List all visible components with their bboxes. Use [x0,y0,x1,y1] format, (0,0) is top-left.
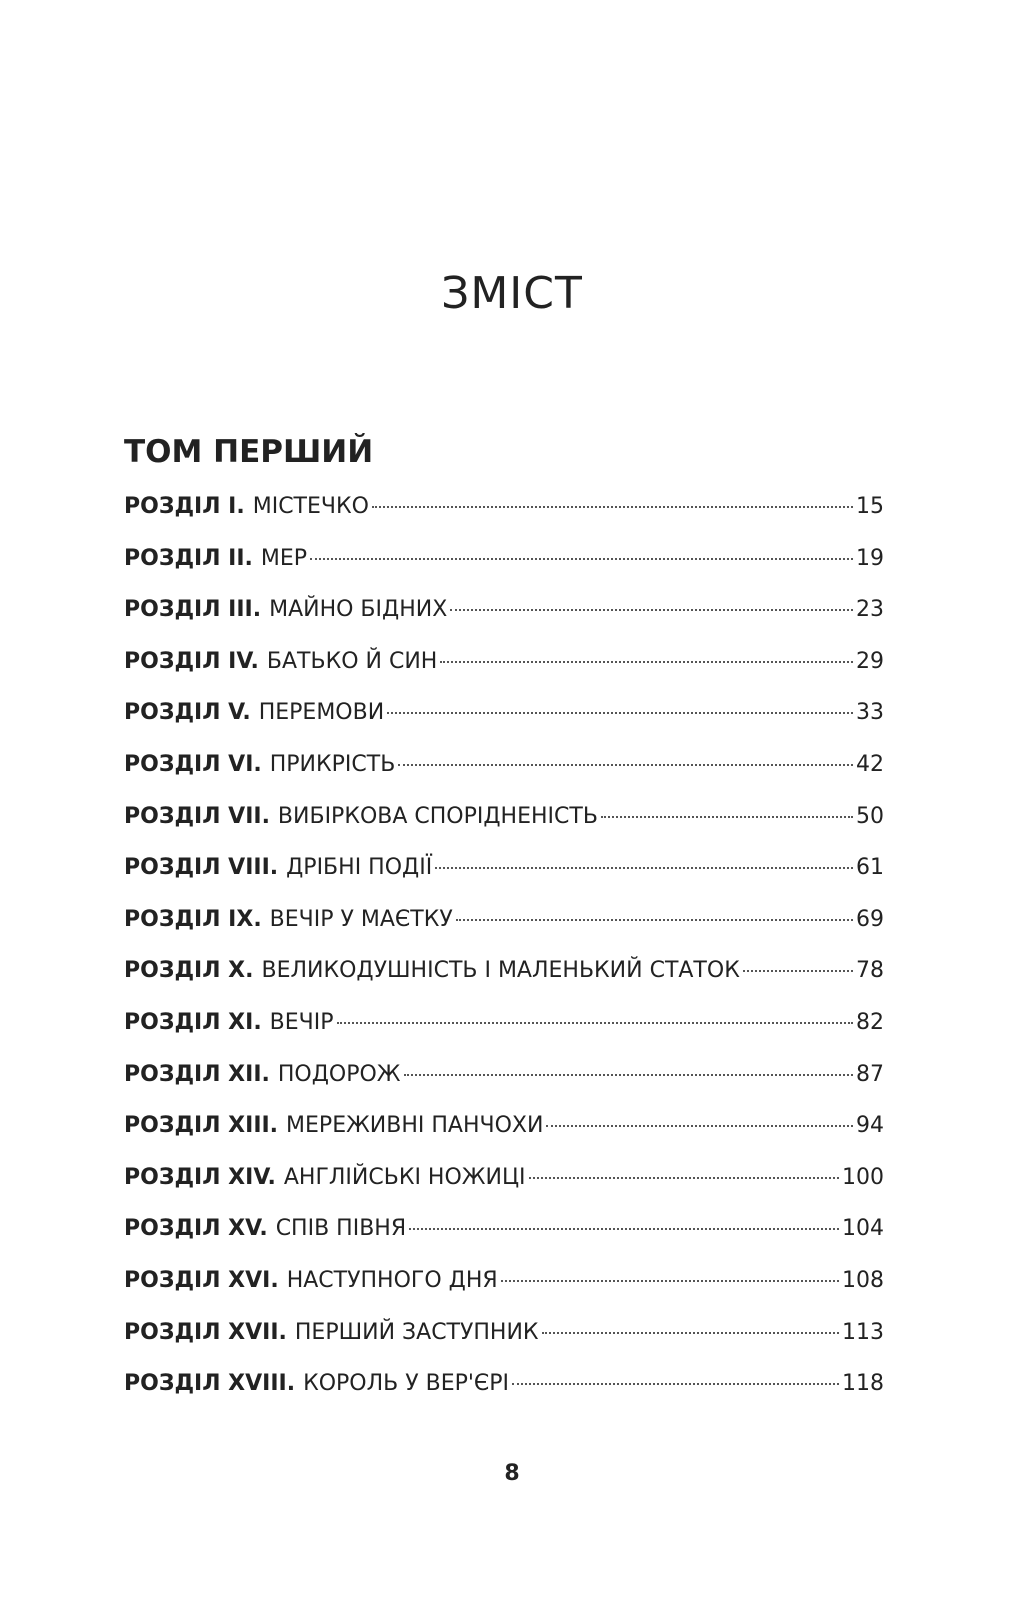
section-heading: ТОМ ПЕРШИЙ [124,434,374,470]
toc-chapter-title: МІСТЕЧКО [252,494,369,519]
toc-chapter-label: РОЗДІЛ VI. [124,751,262,777]
toc-dot-leader [601,816,853,818]
toc-entry[interactable] [124,544,884,596]
toc-entry[interactable] [124,1008,884,1060]
toc-entry[interactable] [124,698,884,750]
page-title: ЗМІСТ [441,268,583,319]
toc-chapter-title: МЕР [260,545,308,571]
toc-chapter-title: МЕРЕЖИВНІ ПАНЧОХИ [286,1113,544,1139]
toc-dot-leader [409,1228,839,1230]
toc-dot-leader [372,506,853,508]
toc-page-number: 113 [842,1319,884,1345]
toc-page-number: 61 [856,855,884,881]
toc-chapter-title: ВЕЧІР [269,1009,334,1035]
toc-page-number: 108 [842,1267,884,1293]
toc-chapter-title: АНГЛІЙСЬКІ НОЖИЦІ [283,1164,526,1190]
toc-entry[interactable] [124,1060,884,1112]
toc-chapter-title: ВЕЛИКОДУШНІСТЬ І МАЛЕНЬКИЙ СТАТОК [261,958,740,984]
toc-chapter-label: РОЗДІЛ I. [124,494,245,519]
toc-dot-leader [404,1074,853,1076]
toc-page-number: 100 [842,1164,884,1190]
toc-page-number: 29 [856,648,884,674]
toc-chapter-label: РОЗДІЛ VIII. [124,855,279,881]
toc-chapter-title: ПЕРЕМОВИ [258,700,385,726]
page-number: 8 [504,1461,520,1486]
toc-entry[interactable] [124,1163,884,1215]
toc-chapter-label: РОЗДІЛ III. [124,597,262,623]
toc-chapter-label: РОЗДІЛ V. [124,700,251,726]
toc-chapter-title: БАТЬКО Й СИН [266,648,438,674]
toc-entry[interactable] [124,1369,884,1421]
toc-chapter-label: РОЗДІЛ XVI. [124,1267,279,1293]
toc-chapter-label: РОЗДІЛ XI. [124,1009,262,1035]
toc-chapter-title: КОРОЛЬ У ВЕР'ЄРІ [303,1371,510,1397]
toc-dot-leader [456,919,853,921]
toc-entry[interactable] [124,1318,884,1370]
toc-page-number: 33 [856,700,884,726]
toc-chapter-label: РОЗДІЛ XIV. [124,1164,276,1190]
toc-dot-leader [435,867,853,869]
toc-entry[interactable] [124,595,884,647]
toc-chapter-title: ВИБІРКОВА СПОРІДНЕНІСТЬ [277,803,598,829]
toc-chapter-title: НАСТУПНОГО ДНЯ [286,1267,498,1293]
toc-entry[interactable] [124,853,884,905]
toc-chapter-title: ПОДОРОЖ [277,1061,401,1087]
toc-chapter-label: РОЗДІЛ II. [124,545,253,571]
toc-entry[interactable] [124,750,884,802]
toc-chapter-title: ПРИКРІСТЬ [269,751,396,777]
toc-entry[interactable] [124,1266,884,1318]
toc-page-number: 78 [856,958,884,984]
toc-chapter-title: ВЕЧІР У МАЄТКУ [269,906,453,932]
toc-chapter-title: ДРІБНІ ПОДІЇ [286,855,433,881]
toc-chapter-title: СПІВ ПІВНЯ [275,1216,407,1242]
toc-dot-leader [501,1280,839,1282]
toc-chapter-label: РОЗДІЛ IX. [124,906,262,932]
toc-chapter-label: РОЗДІЛ XIII. [124,1113,279,1139]
toc-dot-leader [512,1383,839,1385]
toc-chapter-label: РОЗДІЛ XVII. [124,1319,287,1345]
toc-page-number: 42 [856,751,884,777]
toc-page-number: 50 [856,803,884,829]
toc-page-number: 118 [842,1371,884,1397]
toc-dot-leader [440,661,853,663]
toc-page-number: 19 [856,545,884,571]
toc-chapter-label: РОЗДІЛ VII. [124,803,270,829]
toc-dot-leader [398,764,853,766]
toc-dot-leader [546,1125,853,1127]
table-of-contents [124,492,884,1421]
toc-chapter-label: РОЗДІЛ XVIII. [124,1371,296,1397]
toc-page-number: 15 [856,494,884,519]
toc-entry[interactable] [124,647,884,699]
toc-dot-leader [387,712,853,714]
toc-dot-leader [743,970,853,972]
toc-page-number: 69 [856,906,884,932]
toc-dot-leader [542,1332,839,1334]
toc-page-number: 23 [856,597,884,623]
toc-dot-leader [529,1177,839,1179]
toc-entry[interactable] [124,1214,884,1266]
toc-dot-leader [337,1022,853,1024]
toc-entry[interactable] [124,1111,884,1163]
toc-page-number: 104 [842,1216,884,1242]
toc-chapter-title: ПЕРШИЙ ЗАСТУПНИК [294,1319,539,1345]
toc-page-number: 82 [856,1009,884,1035]
toc-chapter-label: РОЗДІЛ XV. [124,1216,268,1242]
toc-entry[interactable] [124,956,884,1008]
toc-chapter-label: РОЗДІЛ XII. [124,1061,270,1087]
toc-chapter-title: МАЙНО БІДНИХ [269,597,448,623]
toc-entry[interactable] [124,492,884,544]
toc-entry[interactable] [124,802,884,854]
toc-chapter-label: РОЗДІЛ IV. [124,648,259,674]
toc-page-number: 94 [856,1113,884,1139]
toc-dot-leader [450,609,853,611]
toc-page-number: 87 [856,1061,884,1087]
toc-entry[interactable] [124,905,884,957]
toc-chapter-label: РОЗДІЛ X. [124,958,254,984]
toc-dot-leader [310,558,853,560]
